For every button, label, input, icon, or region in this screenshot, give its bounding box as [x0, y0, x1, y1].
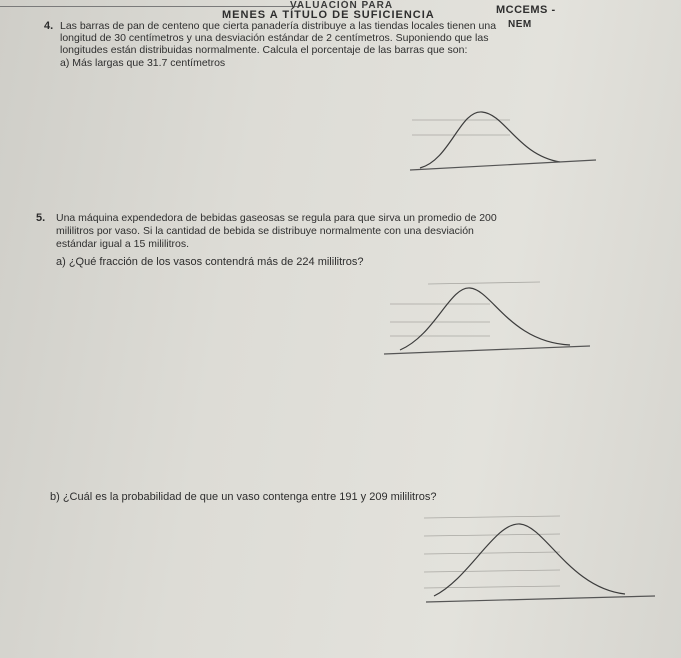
header-title-line2: MENES A TÍTULO DE SUFICIENCIA [222, 9, 435, 21]
header-title-line1: VALUACIÓN PARA [290, 0, 394, 11]
question-4-line2-text: longitud de 30 centímetros y una desviación estándar de 2 centímetros. Suponiendo que las [60, 32, 489, 44]
question-5-line3: estándar igual a 15 mililitros. [56, 238, 190, 250]
question-5b: b) ¿Cuál es la probabilidad de que un vaso contenga entre 191 y 209 mililitros? [50, 491, 437, 503]
question-5-line2-text: mililitros por vaso. Si la cantidad de bebida se distribuye normalmente con una desviación [56, 225, 474, 237]
header-subcode: NEM [508, 19, 532, 30]
question-4a: a) Más largas que 31.7 centímetros [60, 57, 226, 69]
curve-baseline [426, 596, 655, 602]
curve-baseline [410, 160, 596, 170]
guide-line [424, 586, 560, 588]
question-5-line1-text: Una máquina expendedora de bebidas gaseosas se regula para que sirva un promedio de 200 [56, 212, 497, 224]
normal-curve [400, 288, 570, 350]
question-4-line1-text: Las barras de pan de centeno que cierta panadería distribuye a las tiendas locales tienen una [60, 20, 497, 32]
question-5-line1 [56, 213, 646, 225]
question-5a: a) ¿Qué fracción de los vasos contendrá más de 224 mililitros? [56, 256, 364, 268]
question-4-line3-text: longitudes están distribuidas normalmente. Calcula el porcentaje de las barras que son: [60, 44, 468, 56]
question-5-line2 [56, 226, 646, 238]
bell-curve-q4 [400, 100, 600, 180]
question-4-number: 4. [44, 20, 54, 32]
guide-line [424, 570, 560, 572]
question-4-line2 [60, 33, 620, 45]
guide-line [428, 282, 540, 284]
guide-line [424, 516, 560, 518]
curve-baseline [384, 346, 590, 354]
guide-line [424, 552, 560, 554]
question-4-line3 [60, 45, 620, 57]
question-4-line1 [60, 21, 620, 33]
bell-curve-q5b [410, 508, 660, 608]
bell-curve-q5a [380, 270, 600, 360]
header-code: MCCEMS - [496, 4, 556, 16]
question-5-number: 5. [36, 212, 46, 224]
header-rule [0, 6, 300, 7]
